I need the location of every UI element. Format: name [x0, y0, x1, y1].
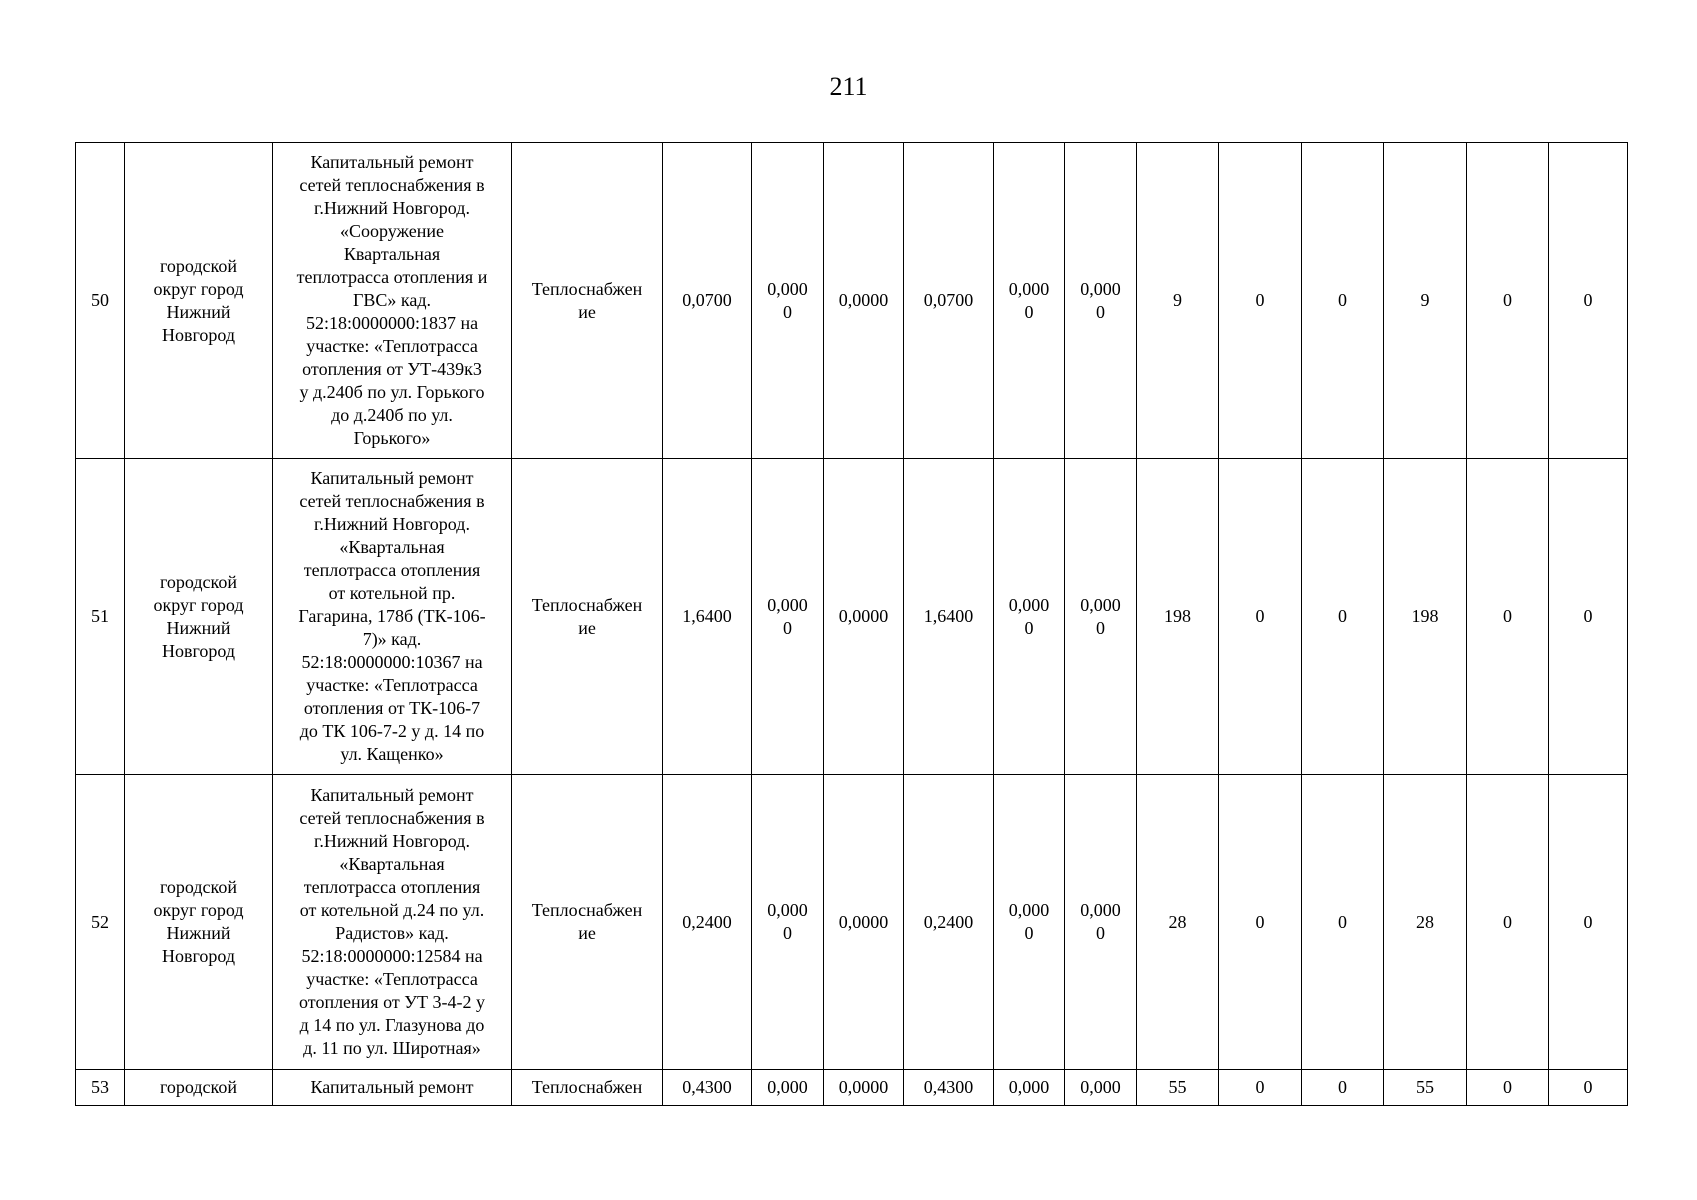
territory-cell: городской: [125, 1070, 273, 1106]
table-row: [76, 459, 1628, 775]
territory-cell: городской округ город Нижний Новгород: [125, 143, 273, 459]
count-cell: 0: [1467, 1070, 1549, 1106]
value-cell: 0,000 0: [752, 459, 824, 775]
count-cell: 198: [1137, 459, 1219, 775]
count-cell: 28: [1137, 775, 1219, 1070]
value-cell: 0,4300: [904, 1070, 994, 1106]
count-cell: 0: [1549, 775, 1628, 1070]
count-cell: 0: [1302, 143, 1384, 459]
value-cell: 0,000: [752, 1070, 824, 1106]
count-cell: 0: [1549, 1070, 1628, 1106]
description-cell: Капитальный ремонт сетей теплоснабжения в г.Нижний Новгород. «Квартальная теплотрасса отопления от котельной д.24 по ул. Радистов» кад. 52:18:0000000:12584 на участке: «Теплотрасса отопления от УТ 3-4-2 у д 14 по ул. Глазунова до д. 11 по ул. Широтная»: [273, 775, 512, 1070]
count-cell: 0: [1467, 775, 1549, 1070]
value-cell: 0,000: [1065, 1070, 1137, 1106]
value-cell: 0,0000: [824, 775, 904, 1070]
value-cell: 0,2400: [663, 775, 752, 1070]
row-number: 53: [76, 1070, 125, 1106]
type-cell: Теплоснабжен ие: [512, 143, 663, 459]
row-number: 51: [76, 459, 125, 775]
value-cell: 0,000 0: [1065, 775, 1137, 1070]
value-cell: 0,0700: [904, 143, 994, 459]
value-cell: 1,6400: [904, 459, 994, 775]
value-cell: 0,0000: [824, 459, 904, 775]
value-cell: 0,2400: [904, 775, 994, 1070]
value-cell: 0,000 0: [752, 143, 824, 459]
territory-cell: городской округ город Нижний Новгород: [125, 775, 273, 1070]
count-cell: 0: [1302, 459, 1384, 775]
value-cell: 0,000: [994, 1070, 1065, 1106]
count-cell: 198: [1384, 459, 1467, 775]
description-cell: Капитальный ремонт сетей теплоснабжения в г.Нижний Новгород. «Сооружение Квартальная теплотрасса отопления и ГВС» кад. 52:18:0000000:1837 на участке: «Теплотрасса отопления от УТ-439к3 у д.240б по ул. Горького до д.240б по ул. Горького»: [273, 143, 512, 459]
count-cell: 0: [1549, 143, 1628, 459]
count-cell: 0: [1467, 143, 1549, 459]
count-cell: 28: [1384, 775, 1467, 1070]
value-cell: 0,000 0: [1065, 459, 1137, 775]
data-table: [75, 142, 1628, 1106]
count-cell: 55: [1384, 1070, 1467, 1106]
table-row: [76, 1070, 1628, 1106]
value-cell: 0,4300: [663, 1070, 752, 1106]
value-cell: 0,0000: [824, 1070, 904, 1106]
territory-cell: городской округ город Нижний Новгород: [125, 459, 273, 775]
value-cell: 0,000 0: [994, 143, 1065, 459]
count-cell: 9: [1384, 143, 1467, 459]
value-cell: 0,000 0: [994, 459, 1065, 775]
type-cell: Теплоснабжен ие: [512, 459, 663, 775]
value-cell: 0,000 0: [994, 775, 1065, 1070]
value-cell: 0,000 0: [1065, 143, 1137, 459]
page-number: 211: [829, 72, 868, 101]
type-cell: Теплоснабжен ие: [512, 775, 663, 1070]
count-cell: 9: [1137, 143, 1219, 459]
count-cell: 0: [1219, 1070, 1302, 1106]
row-number: 50: [76, 143, 125, 459]
value-cell: 0,0700: [663, 143, 752, 459]
table-row: [76, 143, 1628, 459]
row-number: 52: [76, 775, 125, 1070]
count-cell: 0: [1302, 1070, 1384, 1106]
value-cell: 0,000 0: [752, 775, 824, 1070]
description-cell: Капитальный ремонт: [273, 1070, 512, 1106]
count-cell: 0: [1219, 143, 1302, 459]
count-cell: 55: [1137, 1070, 1219, 1106]
count-cell: 0: [1219, 459, 1302, 775]
value-cell: 1,6400: [663, 459, 752, 775]
table-row: [76, 775, 1628, 1070]
type-cell: Теплоснабжен: [512, 1070, 663, 1106]
description-cell: Капитальный ремонт сетей теплоснабжения в г.Нижний Новгород. «Квартальная теплотрасса отопления от котельной пр. Гагарина, 178б (ТК-106- 7)» кад. 52:18:0000000:10367 на участке: «Теплотрасса отопления от ТК-106-7 до ТК 106-7-2 у д. 14 по ул. Кащенко»: [273, 459, 512, 775]
count-cell: 0: [1219, 775, 1302, 1070]
count-cell: 0: [1467, 459, 1549, 775]
value-cell: 0,0000: [824, 143, 904, 459]
count-cell: 0: [1302, 775, 1384, 1070]
count-cell: 0: [1549, 459, 1628, 775]
